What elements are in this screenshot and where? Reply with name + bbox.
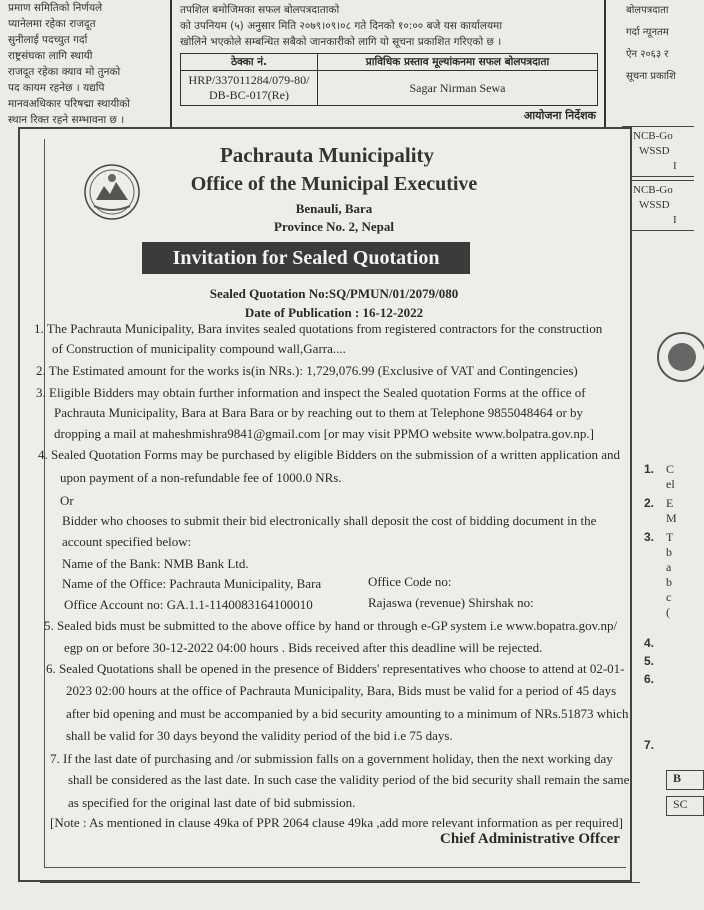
ncb-line: I [673, 214, 677, 226]
office-name: Office of the Municipal Executive [190, 173, 478, 195]
bid-evaluation-notice [170, 0, 606, 130]
fragment-line: गर्दा न्यूनतम [626, 27, 669, 38]
news-line: प्यानेलमा रहेका राजदूत [8, 18, 96, 30]
item-fragment: el [666, 477, 675, 491]
item-fragment: b [666, 545, 672, 559]
adjacent-news-column [0, 0, 168, 126]
table-header: प्राविधिक प्रस्ताव मूल्यांकनमा सफल बोलपत्रदाता [318, 54, 598, 71]
signatory-title: Chief Administrative Offcer [440, 831, 620, 847]
clause-line: 7. If the last date of purchasing and /or submission falls on a government holiday, then the next working day [50, 751, 613, 766]
item-number: 4. [644, 636, 655, 650]
item-fragment: T [666, 530, 674, 544]
clause-line: after bid opening and must be accompanied by a bid security amounting to a minimum of NRs.51873 which [66, 706, 629, 721]
province-name: Province No. 2, Nepal [274, 219, 394, 234]
clause-line: Pachrauta Municipality, Bara at Bara Bara or by reaching out to them at Telephone 9855048464 or by [54, 405, 584, 420]
clause-line: as specified for the original last date of bid submission. [68, 795, 356, 810]
clause-line: 2023 02:00 hours at the office of Pachrauta Municipality, Bara, Bids must be valid for a period of 45 days [66, 683, 617, 698]
news-line: राष्ट्रसंघका लागि स्थायी [8, 50, 93, 62]
clause-line: 3. Eligible Bidders may obtain further information and inspect the Sealed quotation Forms at the office of [36, 385, 586, 400]
clause-line: Office Account no: GA.1.1-1140083164100010 [64, 597, 313, 612]
bidder-cell: Sagar Nirman Sewa [318, 71, 598, 106]
item-number: 5. [644, 654, 655, 668]
news-line: राजदूत रहेका क्याव मो तुनको [8, 66, 121, 78]
clause-line: Name of the Bank: NMB Bank Ltd. [62, 556, 249, 571]
clause-line: dropping a mail at maheshmishra9841@gmail.com [or may visit PPMO website www.bolpatra.gov.np.] [54, 426, 594, 441]
clause-line: egp on or before 30-12-2022 04:00 hours . Bids received after this deadline will be rejected. [64, 640, 543, 655]
clause-line: [Note : As mentioned in clause 49ka of PPR 2064 clause 49ka ,add more relevant information as per required] [50, 815, 623, 830]
news-line: प्रमाण समितिको निर्णयले [8, 2, 103, 14]
clause-line: Or [60, 493, 74, 508]
news-line: पद कायम रहनेछ । यद्यपि [8, 82, 105, 94]
item-fragment: E [666, 496, 674, 510]
clause-line: of Construction of municipality compound wall,Garra.... [52, 341, 346, 356]
clause-line: Rajaswa (revenue) Shirshak no: [368, 595, 534, 610]
clause-line: Office Code no: [368, 574, 452, 589]
clause-line: shall be considered as the last date. In such case the validity period of the bid security shall remain the same [68, 772, 630, 787]
clause-line: 2. The Estimated amount for the works is(in NRs.): 1,729,076.99 (Exclusive of VAT and Contingencies) [36, 363, 578, 378]
clause-line: 1. The Pachrauta Municipality, Bara invites sealed quotations from registered contractors for the construction [34, 321, 603, 336]
footer-fragment: SC [666, 796, 704, 816]
clause-line: Name of the Office: Pachrauta Municipality, Bara [62, 576, 322, 591]
item-fragment: c [666, 590, 672, 604]
clause-line: Bidder who chooses to submit their bid electronically shall deposit the cost of bidding document in the [62, 513, 597, 528]
item-number: 1. [644, 462, 655, 476]
emblem-fragment-icon [652, 327, 692, 387]
table-row [181, 71, 598, 106]
footer-fragment: B [666, 770, 704, 790]
clause-line: shall be valid for 30 days beyond the validity period of the bid i.e 75 days. [66, 728, 453, 743]
municipality-name: Pachrauta Municipality [219, 143, 435, 167]
item-number: 7. [644, 738, 655, 752]
table-header-row [181, 54, 598, 71]
item-fragment: a [666, 560, 672, 574]
ncb-line: I [673, 160, 677, 172]
news-line: मानवअधिकार परिषद्मा स्थायीको [8, 98, 130, 110]
notice-title-banner: Invitation for Sealed Quotation [142, 242, 470, 274]
notice-line: को उपनियम (५) अनुसार मिति २०७९।०९।०८ गते दिनको १०:०० बजे यस कार्यालयमा [180, 20, 503, 32]
office-location: Benauli, Bara [295, 201, 373, 216]
contract-number-line: HRP/337011284/079-80/ [188, 73, 310, 87]
clause-line: upon payment of a non-refundable fee of 1000.0 NRs. [60, 470, 342, 485]
fragment-line: सूचना प्रकाशि [626, 71, 676, 82]
publication-date: Date of Publication : 16-12-2022 [244, 305, 424, 320]
item-number: 3. [644, 530, 655, 544]
page-divider [40, 882, 640, 883]
item-fragment: ( [666, 605, 670, 619]
sealed-quotation-notice [18, 127, 632, 882]
ncb-line: WSSD [639, 145, 670, 157]
contract-number-line: DB-BC-017(Re) [209, 88, 289, 102]
news-line: सुनीलाई पदच्युत गर्दा [8, 34, 88, 46]
item-fragment: M [666, 511, 677, 525]
project-director-signature: आयोजना निर्देशक [523, 109, 596, 122]
quotation-number: Sealed Quotation No:SQ/PMUN/01/2079/080 [209, 286, 459, 301]
clause-line: 6. Sealed Quotations shall be opened in the presence of Bidders' representatives who choose to attend at 02-01- [46, 661, 625, 676]
item-fragment: C [666, 462, 675, 476]
contract-number-cell [181, 71, 318, 106]
fragment-line: ऐन २०६३ र [626, 49, 669, 60]
notice-line: तपशिल बमोजिमका सफल बोलपत्रदाताको [180, 4, 340, 16]
table-header: ठेक्का नं. [181, 54, 318, 71]
notice-line: खोलिने भएकोले सम्बन्धित सबैको जानकारीको लागि यो सूचना प्रकाशित गरिएको छ । [180, 36, 502, 48]
fragment-line: बोलपत्रदाता [626, 5, 669, 16]
ncb-line: NCB-Go [633, 184, 673, 196]
item-fragment: b [666, 575, 672, 589]
clause-line: account specified below: [62, 534, 192, 549]
item-number: 2. [644, 496, 655, 510]
clause-line: 5. Sealed bids must be submitted to the above office by hand or through e-GP system i.e www.bopatra.gov.np/ [44, 618, 618, 633]
award-table [180, 53, 598, 106]
ncb-line: WSSD [639, 199, 670, 211]
ncb-line: NCB-Go [633, 130, 673, 142]
news-line: स्थान रिक्त रहने सम्भावना छ । [8, 114, 125, 126]
adjacent-notice-fragment [614, 0, 683, 112]
item-number: 6. [644, 672, 655, 686]
clause-line: 4. Sealed Quotation Forms may be purchased by eligible Bidders on the submission of a written application and [38, 447, 620, 462]
